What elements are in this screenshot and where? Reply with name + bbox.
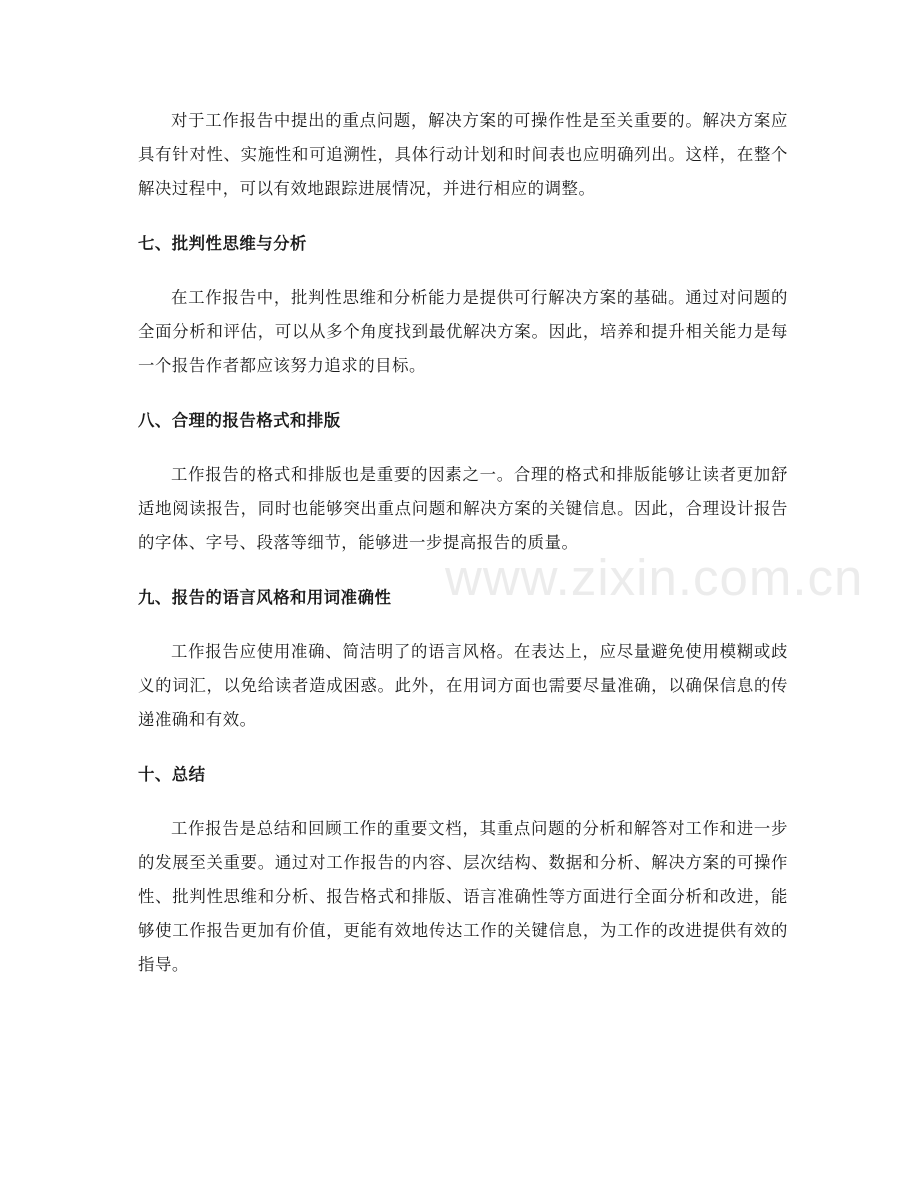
section-heading-7: 七、批判性思维与分析	[138, 234, 307, 253]
section-heading-10: 十、总结	[138, 765, 206, 784]
section-paragraph-7: 在工作报告中，批判性思维和分析能力是提供可行解决方案的基础。通过对问题的全面分析和评估，可以从多个角度找到最优解决方案。因此，培养和提升相关能力是每一个报告作者都应该努力追求的目标。	[138, 288, 788, 375]
section-heading-8: 八、合理的报告格式和排版	[138, 411, 341, 430]
section-paragraph-9: 工作报告应使用准确、简洁明了的语言风格。在表达上，应尽量避免使用模糊或歧义的词汇，以免给读者造成困惑。此外，在用词方面也需要尽量准确，以确保信息的传递准确和有效。	[138, 642, 788, 729]
section-paragraph-10: 工作报告是总结和回顾工作的重要文档，其重点问题的分析和解答对工作和进一步的发展至关重要。通过对工作报告的内容、层次结构、数据和分析、解决方案的可操作性、批判性思维和分析、报告格式和排版、语言准确性等方面进行全面分析和改进，能够使工作报告更加有价值，更能有效地传达工作的关键信息，为工作的改进提供有效的指导。	[138, 819, 788, 974]
document-body	[138, 104, 788, 982]
section-paragraph-8: 工作报告的格式和排版也是重要的因素之一。合理的格式和排版能够让读者更加舒适地阅读报告，同时也能够突出重点问题和解决方案的关键信息。因此，合理设计报告的字体、字号、段落等细节，能够进一步提高报告的质量。	[138, 465, 788, 552]
section-heading-9: 九、报告的语言风格和用词准确性	[138, 588, 392, 607]
intro-paragraph: 对于工作报告中提出的重点问题，解决方案的可操作性是至关重要的。解决方案应具有针对性、实施性和可追溯性，具体行动计划和时间表也应明确列出。这样，在整个解决过程中，可以有效地跟踪进展情况，并进行相应的调整。	[138, 111, 788, 198]
watermark: www.zixin.com.cn	[445, 549, 864, 606]
